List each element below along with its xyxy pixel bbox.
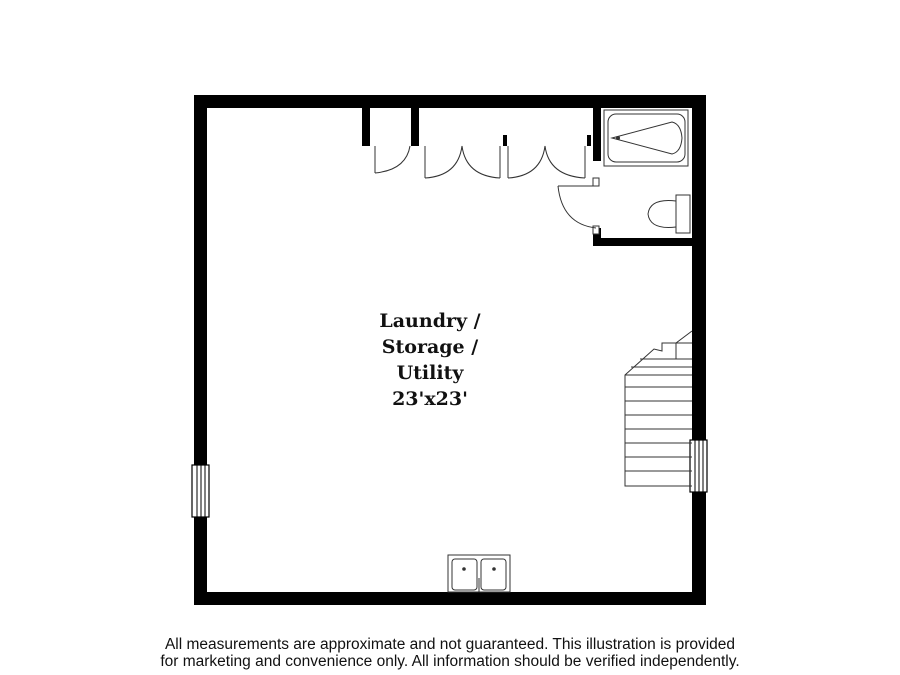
closet-door-small [362,106,419,173]
bathtub [604,110,688,166]
window-left [192,465,209,517]
disclaimer [100,636,800,670]
wall-left [194,95,207,605]
room-name-line1: Laundry / [379,310,481,332]
closet-bifold-doors [425,135,591,178]
window-right [690,440,707,492]
wall-top [194,95,706,108]
disclaimer-line2: for marketing and convenience only. All information should be verified independently. [160,653,740,670]
room-dimensions: 23'x23' [392,388,468,410]
utility-sink [448,555,510,592]
staircase [625,331,692,486]
wall-right-upper [692,95,706,440]
room-label [330,308,530,412]
room-name-line3: Utility [396,362,464,384]
bathroom-door [558,178,599,234]
wall-right-lower [692,492,706,605]
disclaimer-line1: All measurements are approximate and not guaranteed. This illustration is provided [164,636,736,653]
room-name-line2: Storage / [381,336,479,358]
wall-bottom [194,592,706,605]
toilet [648,195,690,233]
